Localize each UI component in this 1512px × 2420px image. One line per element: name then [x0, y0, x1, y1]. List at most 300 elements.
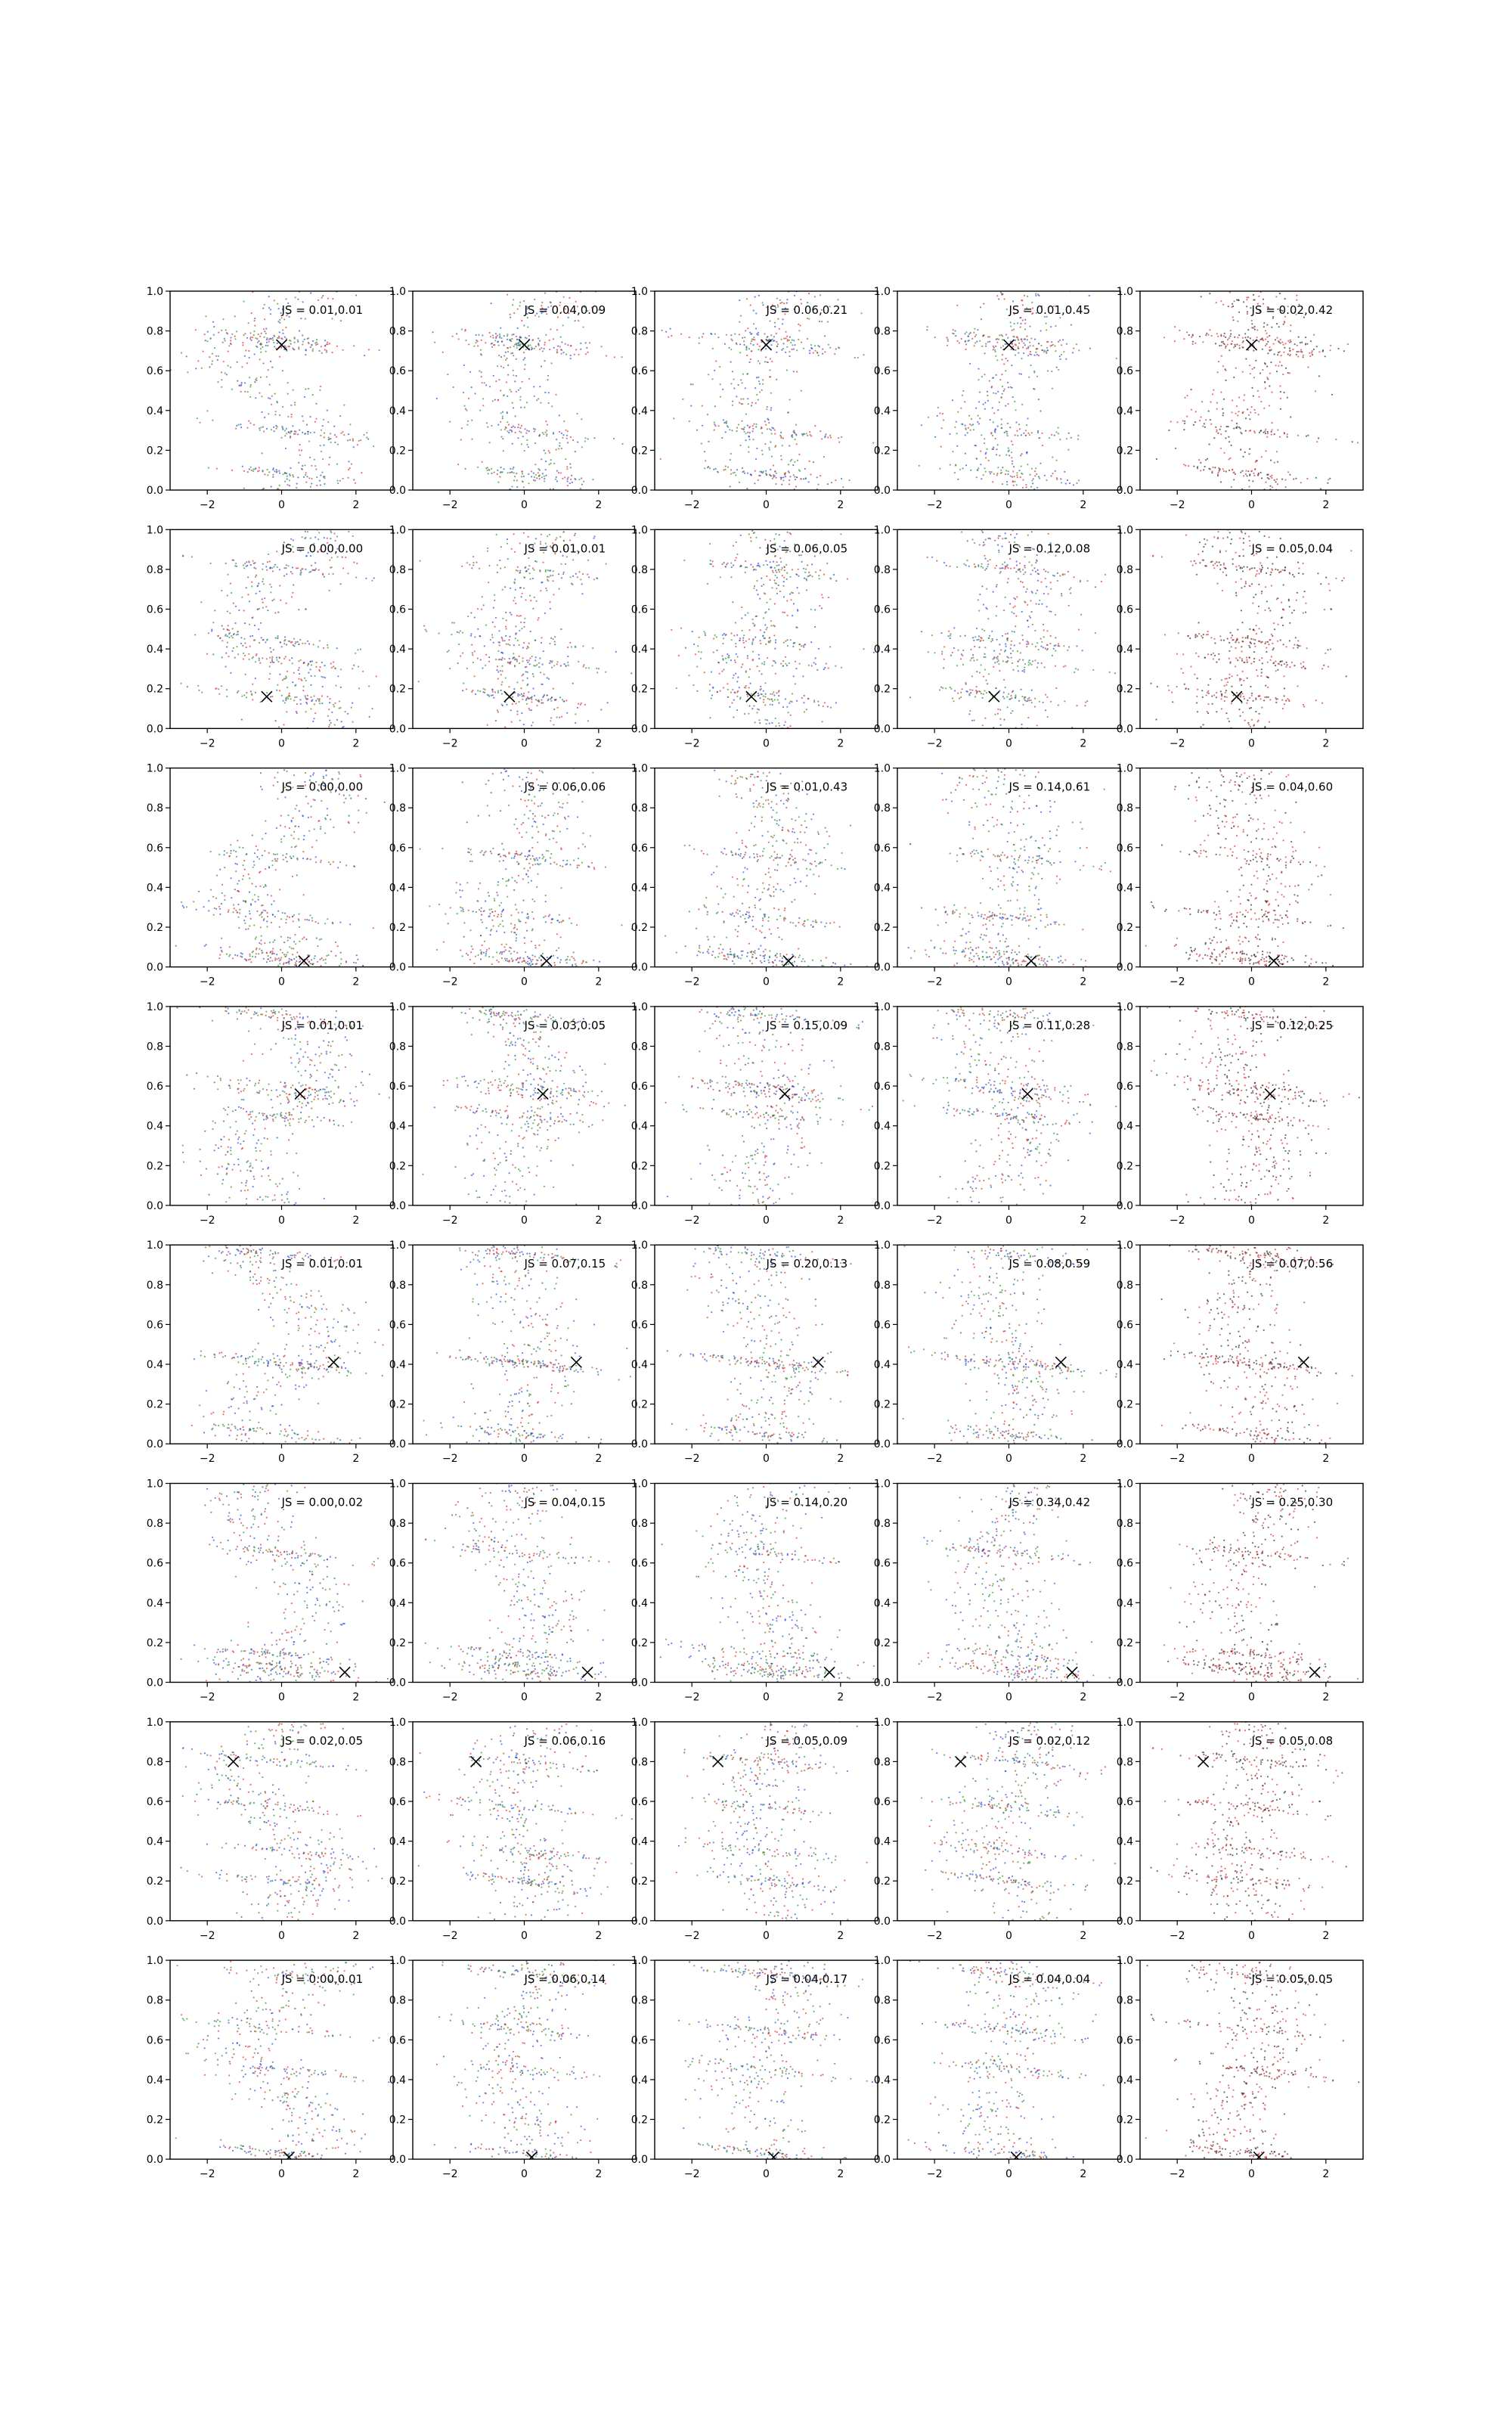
scatter-point-red — [487, 467, 488, 468]
scatter-point-green — [236, 330, 237, 332]
scatter-point-blue — [1002, 567, 1003, 569]
scatter-point-red — [1058, 643, 1059, 644]
scatter-point-blue — [1066, 343, 1067, 345]
scatter-point-red — [1176, 421, 1178, 423]
scatter-point-green — [197, 685, 199, 687]
scatter-point-red — [330, 722, 332, 724]
scatter-point-green — [225, 634, 227, 635]
scatter-point-black — [1238, 299, 1239, 301]
scatter-point-green — [996, 661, 998, 662]
scatter-point-red — [291, 596, 293, 597]
scatter-point-blue — [522, 647, 524, 648]
scatter-point-green — [1039, 600, 1040, 601]
scatter-point-black — [1210, 419, 1211, 420]
scatter-point-blue — [471, 567, 472, 569]
scatter-point-blue — [1014, 631, 1015, 633]
scatter-point-red — [1043, 569, 1045, 570]
scatter-point-red — [531, 701, 532, 703]
scatter-point-red — [553, 724, 554, 725]
scatter-point-blue — [561, 341, 562, 343]
scatter-point-green — [549, 643, 550, 644]
scatter-point-green — [1027, 355, 1029, 356]
scatter-point-red — [1292, 349, 1294, 350]
scatter-point-black — [1271, 327, 1272, 328]
scatter-point-red — [318, 569, 320, 571]
scatter-point-green — [601, 346, 603, 347]
scatter-point-blue — [353, 446, 355, 448]
scatter-point-blue — [1030, 617, 1031, 619]
scatter-point-green — [804, 711, 805, 712]
scatter-point-red — [770, 358, 771, 359]
scatter-point-red — [1219, 550, 1221, 551]
scatter-point-green — [507, 662, 509, 663]
scatter-point-red — [993, 657, 995, 659]
scatter-point-blue — [516, 659, 518, 660]
scatter-point-black — [1221, 341, 1222, 343]
scatter-point-blue — [436, 398, 438, 399]
scatter-point-green — [314, 459, 315, 461]
scatter-point-green — [961, 424, 962, 425]
scatter-point-green — [1034, 659, 1036, 661]
scatter-point-blue — [310, 684, 311, 686]
scatter-point-blue — [726, 423, 727, 424]
scatter-point-black — [1241, 567, 1243, 569]
scatter-point-red — [1233, 346, 1235, 348]
scatter-point-blue — [818, 705, 820, 706]
scatter-point-blue — [756, 448, 758, 449]
scatter-point-red — [992, 481, 993, 482]
scatter-point-blue — [585, 342, 587, 343]
scatter-point-green — [496, 534, 497, 535]
scatter-point-blue — [797, 587, 798, 588]
scatter-point-red — [1042, 433, 1043, 434]
y-tick-label: 0.6 — [631, 365, 648, 377]
scatter-point-blue — [225, 666, 227, 667]
scatter-point-green — [763, 584, 764, 585]
scatter-point-red — [801, 342, 802, 343]
scatter-point-green — [302, 643, 303, 644]
y-tick-label: 0.4 — [389, 644, 406, 656]
scatter-point-black — [1343, 350, 1345, 352]
scatter-point-blue — [731, 566, 733, 568]
scatter-point-red — [794, 476, 795, 477]
scatter-point-red — [534, 464, 536, 465]
scatter-point-blue — [278, 308, 280, 309]
scatter-point-red — [260, 344, 262, 346]
scatter-point-green — [703, 631, 705, 632]
scatter-point-red — [485, 654, 487, 656]
scatter-point-blue — [581, 484, 583, 486]
scatter-point-red — [727, 683, 728, 684]
scatter-point-blue — [550, 575, 551, 576]
scatter-point-red — [827, 436, 829, 438]
scatter-point-green — [1057, 580, 1058, 582]
scatter-point-blue — [1053, 648, 1055, 650]
scatter-point-red — [1021, 340, 1023, 342]
scatter-point-green — [1021, 696, 1023, 697]
scatter-point-red — [589, 342, 590, 343]
scatter-point-green — [801, 390, 802, 392]
scatter-point-black — [1263, 326, 1265, 327]
scatter-point-green — [747, 373, 748, 374]
scatter-point-red — [296, 697, 297, 698]
scatter-point-green — [950, 464, 951, 466]
scatter-point-red — [1228, 458, 1230, 460]
x-tick-label: −2 — [200, 737, 215, 749]
scatter-point-green — [981, 664, 982, 666]
scatter-point-green — [466, 668, 468, 669]
scatter-point-green — [999, 535, 1001, 537]
scatter-point-blue — [1010, 647, 1012, 649]
scatter-point-blue — [1065, 482, 1067, 484]
scatter-point-red — [276, 551, 277, 552]
scatter-point-red — [499, 644, 500, 646]
scatter-point-green — [1066, 438, 1067, 439]
scatter-point-green — [771, 587, 773, 588]
scatter-point-red — [1296, 299, 1297, 301]
scatter-point-green — [581, 446, 583, 448]
scatter-point-black — [1265, 363, 1266, 365]
scatter-point-blue — [244, 622, 246, 624]
scatter-point-blue — [955, 335, 956, 337]
scatter-point-green — [533, 665, 534, 666]
scatter-point-red — [1261, 456, 1263, 458]
scatter-point-blue — [1023, 352, 1024, 354]
scatter-point-red — [278, 656, 280, 658]
scatter-point-red — [773, 572, 774, 573]
scatter-point-red — [513, 355, 514, 356]
scatter-point-blue — [547, 677, 548, 678]
scatter-point-red — [580, 704, 581, 706]
scatter-point-red — [986, 588, 987, 590]
scatter-point-blue — [334, 434, 336, 436]
scatter-point-black — [1228, 306, 1229, 307]
scatter-point-blue — [517, 437, 519, 439]
scatter-point-red — [996, 473, 998, 474]
scatter-point-green — [798, 339, 799, 340]
scatter-point-black — [1205, 459, 1207, 461]
scatter-point-red — [539, 349, 541, 350]
scatter-point-red — [512, 402, 513, 404]
scatter-point-red — [1232, 469, 1233, 470]
scatter-point-red — [1258, 414, 1259, 415]
scatter-point-red — [752, 339, 754, 340]
scatter-point-red — [204, 334, 206, 335]
scatter-point-green — [596, 668, 597, 669]
scatter-point-blue — [810, 641, 812, 643]
scatter-point-red — [268, 678, 270, 680]
scatter-point-green — [485, 665, 486, 666]
scatter-point-blue — [1016, 560, 1018, 562]
scatter-point-blue — [217, 359, 218, 361]
scatter-point-blue — [463, 392, 464, 393]
scatter-point-blue — [320, 474, 321, 476]
scatter-point-blue — [534, 695, 535, 697]
scatter-point-blue — [292, 425, 293, 427]
scatter-point-red — [488, 661, 490, 662]
scatter-point-green — [767, 428, 768, 430]
scatter-point-blue — [522, 436, 524, 437]
scatter-point-red — [516, 703, 517, 704]
scatter-point-red — [1037, 572, 1039, 574]
scatter-point-red — [255, 562, 256, 563]
scatter-point-green — [572, 559, 574, 560]
scatter-point-green — [1028, 561, 1030, 563]
scatter-point-blue — [500, 690, 502, 691]
scatter-point-black — [1274, 479, 1275, 481]
scatter-point-red — [521, 320, 522, 321]
scatter-point-green — [339, 700, 340, 702]
scatter-point-green — [758, 349, 759, 350]
scatter-point-red — [1255, 461, 1256, 463]
scatter-point-blue — [503, 640, 505, 641]
scatter-point-red — [1311, 352, 1312, 353]
scatter-point-black — [1289, 474, 1290, 476]
scatter-point-red — [1058, 704, 1059, 706]
scatter-point-green — [740, 565, 742, 566]
scatter-point-green — [1058, 369, 1059, 371]
scatter-point-red — [532, 339, 534, 340]
scatter-point-red — [760, 643, 761, 644]
scatter-point-red — [559, 717, 560, 718]
scatter-point-blue — [748, 348, 750, 349]
scatter-point-blue — [1004, 432, 1005, 433]
scatter-point-red — [587, 352, 589, 353]
scatter-point-black — [1244, 333, 1246, 334]
scatter-point-green — [995, 351, 996, 352]
scatter-point-green — [287, 416, 289, 417]
scatter-point-blue — [767, 564, 768, 566]
scatter-point-blue — [969, 363, 971, 365]
scatter-point-blue — [487, 694, 488, 696]
scatter-point-red — [789, 399, 791, 400]
scatter-point-red — [957, 340, 959, 342]
scatter-point-green — [492, 400, 494, 402]
scatter-point-blue — [262, 470, 264, 472]
scatter-point-blue — [276, 656, 277, 658]
scatter-point-red — [989, 336, 990, 337]
scatter-point-black — [1243, 301, 1244, 302]
scatter-point-red — [1007, 638, 1009, 639]
scatter-point-red — [319, 698, 321, 700]
scatter-point-green — [287, 565, 289, 566]
scatter-point-green — [276, 659, 277, 661]
scatter-point-blue — [525, 567, 526, 569]
scatter-point-red — [327, 538, 328, 539]
scatter-point-blue — [762, 304, 764, 306]
scatter-point-green — [281, 695, 283, 697]
scatter-point-red — [699, 637, 700, 638]
scatter-point-blue — [514, 380, 516, 382]
scatter-point-green — [534, 442, 536, 444]
scatter-point-red — [221, 379, 222, 380]
scatter-point-red — [1183, 338, 1185, 340]
axes-frame — [413, 291, 636, 490]
scatter-point-red — [1048, 533, 1049, 535]
scatter-point-green — [974, 696, 976, 697]
scatter-point-green — [709, 690, 711, 691]
scatter-point-blue — [311, 660, 313, 662]
scatter-point-red — [715, 360, 717, 361]
scatter-point-green — [255, 661, 256, 662]
scatter-point-black — [1228, 441, 1230, 442]
scatter-point-red — [1287, 698, 1288, 700]
scatter-point-green — [521, 443, 522, 445]
scatter-point-blue — [513, 644, 515, 646]
scatter-point-green — [536, 399, 538, 401]
scatter-point-blue — [536, 477, 538, 479]
scatter-point-blue — [739, 687, 740, 688]
scatter-point-green — [260, 348, 262, 349]
scatter-point-blue — [968, 566, 970, 567]
scatter-point-blue — [275, 720, 277, 721]
scatter-point-green — [835, 666, 836, 667]
scatter-point-green — [232, 637, 234, 638]
scatter-point-blue — [789, 593, 791, 594]
scatter-point-black — [1236, 299, 1238, 300]
scatter-point-blue — [593, 538, 594, 539]
scatter-point-red — [1192, 343, 1194, 345]
panel-r2-c5 — [1117, 524, 1363, 749]
scatter-point-black — [1267, 352, 1269, 354]
scatter-point-red — [254, 325, 256, 327]
scatter-point-red — [781, 459, 782, 461]
scatter-point-red — [994, 567, 996, 569]
scatter-point-blue — [525, 698, 527, 700]
scatter-point-blue — [570, 358, 572, 359]
scatter-point-blue — [564, 663, 565, 665]
scatter-point-blue — [1007, 337, 1009, 339]
scatter-point-red — [606, 355, 607, 356]
scatter-point-green — [425, 629, 426, 631]
scatter-point-blue — [770, 561, 771, 563]
scatter-point-blue — [752, 344, 754, 346]
scatter-point-blue — [557, 346, 559, 347]
scatter-point-green — [513, 346, 515, 347]
scatter-point-green — [525, 364, 526, 365]
scatter-point-green — [1086, 700, 1088, 702]
scatter-point-blue — [615, 651, 617, 653]
scatter-point-green — [226, 689, 228, 690]
scatter-point-red — [547, 699, 549, 700]
scatter-point-blue — [242, 466, 243, 467]
y-tick-label: 0.4 — [874, 405, 891, 417]
scatter-point-red — [1018, 343, 1020, 344]
scatter-point-blue — [1027, 620, 1028, 622]
scatter-point-blue — [531, 709, 532, 711]
scatter-point-blue — [997, 544, 999, 546]
panel-r1-c3 — [631, 286, 878, 511]
scatter-point-red — [1235, 413, 1237, 414]
scatter-point-green — [212, 622, 214, 623]
scatter-point-blue — [1027, 417, 1029, 419]
scatter-point-blue — [500, 652, 502, 653]
scatter-point-blue — [1013, 613, 1015, 614]
scatter-point-red — [1187, 395, 1188, 396]
scatter-point-red — [342, 567, 344, 569]
scatter-point-blue — [241, 382, 243, 383]
scatter-point-red — [1272, 318, 1274, 319]
scatter-point-green — [336, 556, 338, 557]
scatter-point-blue — [734, 691, 736, 693]
scatter-point-red — [1242, 337, 1244, 339]
scatter-point-black — [1222, 408, 1223, 410]
scatter-point-green — [965, 427, 966, 429]
scatter-point-red — [1041, 349, 1043, 351]
scatter-point-red — [538, 700, 540, 701]
scatter-point-blue — [246, 587, 247, 588]
scatter-point-green — [314, 695, 315, 697]
scatter-point-blue — [250, 690, 252, 692]
scatter-point-green — [742, 399, 744, 400]
scatter-point-green — [732, 405, 733, 406]
scatter-point-red — [556, 449, 557, 451]
scatter-point-red — [1027, 347, 1029, 349]
scatter-point-red — [998, 535, 999, 537]
y-tick-label: 0.6 — [874, 365, 891, 377]
scatter-point-green — [307, 531, 308, 532]
scatter-point-blue — [274, 470, 275, 472]
scatter-point-green — [500, 337, 502, 339]
scatter-point-green — [337, 482, 339, 484]
scatter-point-blue — [795, 479, 796, 480]
scatter-point-blue — [985, 453, 987, 455]
scatter-point-blue — [290, 571, 292, 572]
scatter-point-red — [750, 358, 751, 360]
scatter-point-red — [481, 376, 482, 377]
scatter-point-red — [321, 695, 323, 697]
scatter-point-green — [507, 351, 509, 352]
scatter-point-green — [550, 459, 552, 461]
scatter-point-blue — [531, 349, 532, 350]
scatter-point-green — [284, 567, 285, 569]
scatter-point-black — [1241, 433, 1242, 434]
scatter-point-blue — [742, 638, 744, 639]
scatter-point-black — [1184, 423, 1185, 424]
scatter-point-green — [269, 666, 271, 667]
scatter-point-red — [538, 662, 540, 664]
scatter-point-green — [1017, 650, 1018, 652]
scatter-point-red — [319, 666, 321, 668]
scatter-point-blue — [240, 637, 242, 638]
scatter-point-blue — [1062, 339, 1064, 340]
scatter-point-green — [331, 557, 333, 558]
scatter-point-green — [254, 468, 256, 470]
scatter-point-black — [1262, 349, 1263, 350]
scatter-point-blue — [705, 634, 706, 636]
scatter-point-green — [499, 334, 500, 335]
scatter-point-red — [1050, 635, 1052, 637]
scatter-point-red — [1017, 476, 1018, 478]
scatter-point-red — [334, 703, 336, 704]
scatter-point-green — [983, 640, 984, 641]
scatter-point-green — [746, 566, 748, 568]
scatter-point-green — [719, 366, 720, 368]
scatter-point-red — [1265, 339, 1266, 340]
scatter-point-blue — [475, 693, 476, 695]
scatter-point-red — [806, 709, 807, 710]
points-group — [181, 529, 377, 729]
scatter-point-green — [819, 578, 820, 579]
scatter-point-black — [1255, 360, 1256, 361]
scatter-point-green — [1058, 433, 1059, 434]
scatter-point-red — [1300, 349, 1302, 351]
scatter-point-green — [981, 628, 983, 630]
scatter-point-red — [1271, 585, 1272, 586]
scatter-point-black — [1232, 319, 1234, 321]
scatter-point-blue — [306, 424, 308, 426]
scatter-point-blue — [811, 563, 813, 565]
